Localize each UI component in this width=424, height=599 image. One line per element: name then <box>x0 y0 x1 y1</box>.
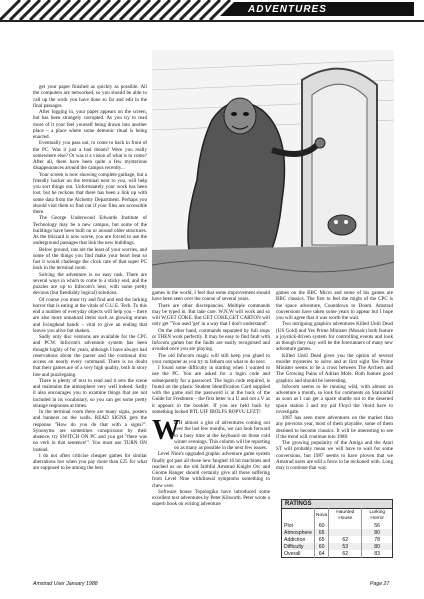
rating-value: 56 <box>362 522 393 529</box>
table-row <box>282 529 393 536</box>
rating-value: 60 <box>314 543 328 550</box>
row-label: Atmosphere <box>282 529 315 536</box>
paragraph: In the terminal room there are many signs, posters and banners on the walls. READ SIGNS gets the response "How do you do that with a signs?". Synonyms are sometimes conspicuous by their absence, try SWITCH ON PC and you get "there was no verb in that sentence!". You must use TURN ON instead. <box>33 409 147 453</box>
row-label: Addiction <box>284 536 306 543</box>
rating-value: 53 <box>329 543 362 550</box>
paragraph: Infocom seems to be running wild, with almost an adventure a month, so look for comments on Stationfall as soon as I can get a space shuttle out to the deserted space station I and my pal Floyd the 'droid have to investigate. <box>276 383 393 415</box>
column-header: Nova <box>314 509 328 523</box>
cover-illustration <box>152 50 394 288</box>
rating-value: 64 <box>314 550 328 558</box>
paragraph: I do not often criticise cheaper games for similar aberrations but when you pay more than £25 for what are supposed to be among the best <box>33 452 147 472</box>
dropcap-paragraph <box>152 415 270 451</box>
ratings-title: RATINGS <box>281 499 393 508</box>
paragraph: Solving the adventure is no easy task. There are several ways in which to come to a sticky end, and the puzzles are up to Infocom's best, with some pretty devious (but fiendishly logical) solutions. <box>33 271 147 297</box>
paragraph: After logging in, your paper appears on the screen, but has been strangely corrupted. As you try to read more of it your feel yourself being drawn into another place – a place where some demonic ritual is being enacted. <box>33 109 147 140</box>
row-label: Difficulty <box>282 543 315 550</box>
paragraph: The old Infocom magic will still keep you glued to your computer as you try to fathom out what to do next. <box>152 352 270 365</box>
paragraph: Of course you must try and find and end the lurking horror that is eating at the vitals of G.U.E. Tech. To this end a number of everyday objects will help you – there are also more unnatural items such as glowing stones and livingdead hands – vital to give an ending that leaves you alive but shaken. <box>33 296 147 334</box>
table-row <box>282 543 393 550</box>
paragraph: Sadly only disc versions are available for the CPC and PCW. Infocom's adventure system has been thought highly of for years, although I have always had reservations about the parser and the continual disc access on nearly every command. There is no doubt that their games are of a very high quality, both in story line and puzzlegaing. <box>33 334 147 378</box>
column-3 <box>276 290 393 471</box>
rating-value: 83 <box>362 550 393 558</box>
row-label: Plot <box>284 522 293 529</box>
paragraph: The George Underwood Edwards Institute of Technology may be a new campus, but some of the buildings have been built on or around older structures. As the blizzard is now worse, you are forced to use the underground passages that link the new buildings. <box>33 215 147 247</box>
rating-value: 80 <box>362 529 393 536</box>
section-title: ADVENTURES <box>248 3 327 15</box>
paragraph: Your screen is now showing complete garbage, but a friendly hacker on the terminal next to you, will help you sort things out. Unfortunately your work has been lost, but he reckons that there has been a link up with some data from the Alchemy Department. Perhaps you should visit them to find out if your files are accessible there. <box>33 171 147 215</box>
rating-value: 78 <box>362 536 393 543</box>
paragraph: I found some difficulty in starting when I wanted to use the PC. You are asked for a login code and subsequently for a password. The login code required, is found on the plastic Student Identification Card supplied with the game and the password is at the back of the Guide for Freshmen – the first letter is a U and not a V as it appears in the booklet. If you are held back by something locked BTL UIF IBOLFS BOPVU LFZT! <box>152 365 270 415</box>
paragraph: The growing popularity of the Amiga and the Atari ST will probably mean we will have to wait for some conversions, but 1987 seems to have proven that we Amstrad users are still a force to be reckoned with. Long may it continue that way. <box>276 440 393 471</box>
rating-value: 62 <box>329 550 362 558</box>
rating-value: 65 <box>314 536 328 543</box>
paragraph: Eventually you pass out, to come to back in front of the PC. Was it just a bad dream? Were you really somewhere else? Or was it a vision of what is to come? After all, there have been quite a few mysterious disappearances around the campus recently... <box>33 140 147 172</box>
row-label: Overall <box>284 550 301 557</box>
table-row <box>282 536 393 543</box>
paragraph: 1987 has seen more adventures on the market than any previous year, most of them playable, some of them destined to become classics. It will be interesting to see if the trend will continue into 1988. <box>276 415 393 440</box>
paragraph: On the other hand, commands separated by full stops or THEN work perfectly. It may be easy to find fault with Infocom games but the faults are easily recognised and avoided once you are playing. <box>152 327 270 353</box>
paragraph: games in the world, I feel that some improvement should have been seen over the course of several years. <box>152 290 270 303</box>
footer-page-number: Page 27 <box>370 581 390 587</box>
column-header: Haunted House <box>329 509 362 523</box>
paragraph: games on the BBC Micro and some of his games are BBC classics. The first to feel the might of the CPC is the space adventure, Countdown to Doom. Amstrad conversions have taken some years to appear but I hope you will agree that it was worth the wait. <box>276 290 393 321</box>
paragraph: Level Nine's upgraded graphic adventure game system finally got past all those new fangled 16 bit machines and reached us on the old faithful Amstrad Knight Orc and Gnome Ranger should certainly give all those suffering from Level Nine withdrawal symptoms something to chew over. <box>152 451 270 489</box>
paragraph: Below ground, rats are the least of your worries, and some of the things you find make your heart beat so fast it would challenge the clock rate of that super PC back in the terminal room. <box>33 246 147 272</box>
header-rule <box>0 20 424 22</box>
paragraph: ITH almost a glut of adventures coming out over the last few months, we can look forward to a busy time at the keyboard on those cold winter evenings. This column will be reporting on as many as possible in the next few issues. <box>174 420 270 451</box>
column-1 <box>33 84 147 472</box>
rating-value <box>329 522 362 529</box>
rating-value <box>329 529 362 536</box>
paragraph: Software house Topologika have introduced some excellent text adventures by Peter Kilworth. Peter wrote a superb book on writing adventure <box>152 488 270 508</box>
paragraph: Two intriguing graphics adventures Killed Until Dead (US Gold) and Yes Prime Minister (Mosaic) both feature a joystick-driven system for controlling events and look as though they may well be the forerunners of many new adventure games. <box>276 321 393 353</box>
rating-value: 65 <box>314 529 328 536</box>
column-2 <box>152 290 270 508</box>
paragraph: There is plenty of text to read and it sets the scene and maintains the atmosphere very well indeed. Sadly it also encourages you to examine things that are not included in its vocabulary, so you can get some pretty strange responses at times. <box>33 377 147 409</box>
paragraph: get your paper finished as quickly as possible. All the computers are networked, so you should be able to call up the work you have done so far and edit in the final passages. <box>33 84 147 109</box>
ratings-box <box>281 499 393 558</box>
paragraph: Killed Until Dead gives you the option of several murder mysteries to solve and at first sight Yes Prime Minister seems to be a cross between The Archers and The Growing Pains of Adrian Mole. Both feature good graphics and should be interesting. <box>276 352 393 384</box>
column-header: Lurking Horror <box>362 509 393 523</box>
table-row <box>282 550 393 558</box>
rating-value: 60 <box>314 522 328 529</box>
footer-publication: Amstrad User January 1988 <box>33 581 98 587</box>
rating-value: 80 <box>362 543 393 550</box>
table-row <box>282 522 393 529</box>
rating-value: 62 <box>329 536 362 543</box>
ratings-header-row <box>282 509 393 523</box>
drop-cap: W <box>152 415 180 446</box>
section-tab <box>234 2 414 16</box>
paragraph: There are other discrepancies. Multiple commands may be typed in. But take care: W,N,W will work and so will W,GET COKE. But GET COKE,GET CARTON will only get "You used 'get' in a way that I don't understand". <box>152 302 270 328</box>
ratings-table <box>281 508 393 558</box>
